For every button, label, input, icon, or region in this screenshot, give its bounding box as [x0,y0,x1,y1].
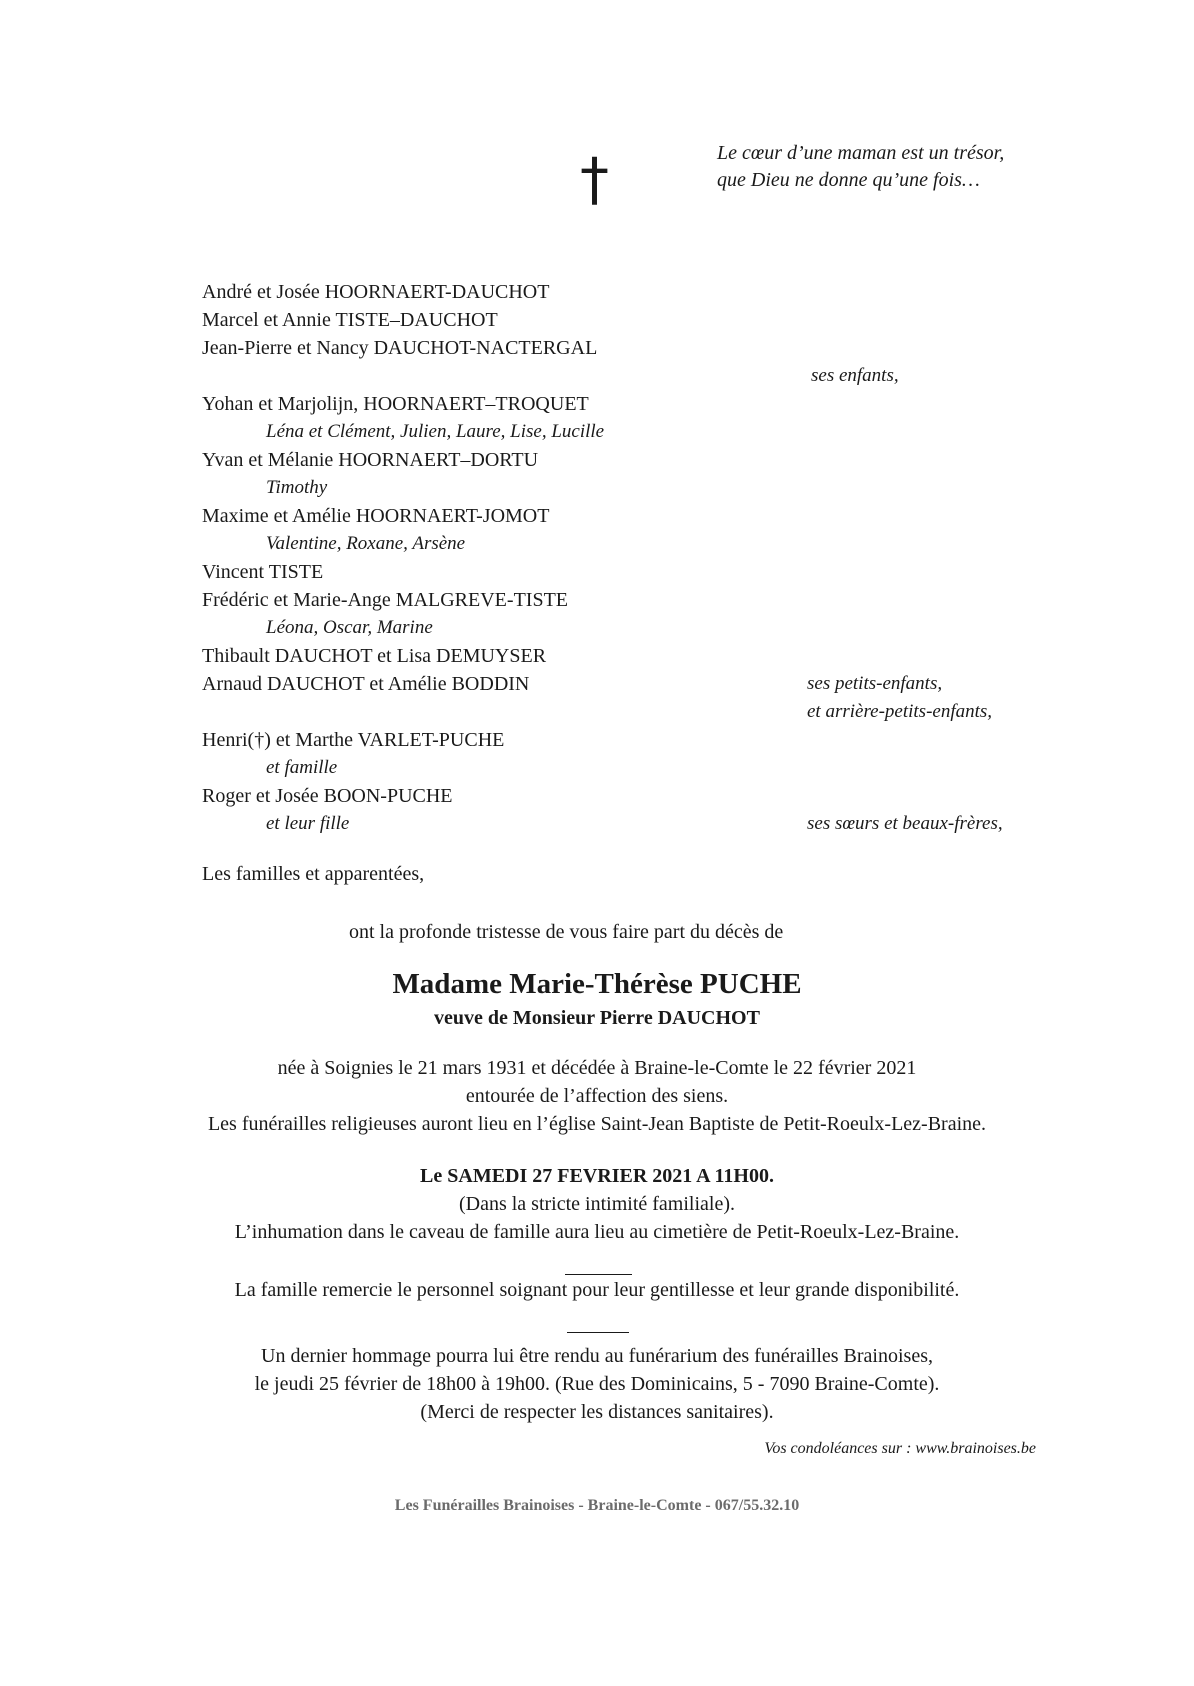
relation-grandchildren: ses petits-enfants, [807,673,943,694]
announcement-intro: ont la profonde tristesse de vous faire part du décès de [349,921,784,943]
family-name: Thibault DAUCHOT et Lisa DEMUYSER [202,645,547,667]
families-line: Les familles et apparentées, [202,863,425,885]
ceremony-date-time: Le SAMEDI 27 FEVRIER 2021 A 11H00. [420,1165,774,1187]
family-name: Vincent TISTE [202,561,324,583]
quote-line: Le cœur d’une maman est un trésor, [717,142,1005,164]
thanks-line: La famille remercie le personnel soignant pour leur gentillesse et leur grande disponibilité. [234,1279,960,1301]
family-name: Frédéric et Marie-Ange MALGREVE-TISTE [202,589,568,611]
family-name: Roger et Josée BOON-PUCHE [202,785,453,807]
surrounded-line: entourée de l’affection des siens. [465,1085,729,1107]
homage-line: (Merci de respecter les distances sanitaires). [420,1401,774,1423]
family-name: Yohan et Marjolijn, HOORNAERT–TROQUET [202,393,589,415]
family-name: André et Josée HOORNAERT-DAUCHOT [202,281,550,303]
quote-line: que Dieu ne donne qu’une fois… [717,169,980,191]
birth-death-line: née à Soignies le 21 mars 1931 et décédée à Braine-le-Comte le 22 février 2021 [277,1057,917,1079]
family-name: Jean-Pierre et Nancy DAUCHOT-NACTERGAL [202,337,598,359]
homage-line: Un dernier hommage pourra lui être rendu au funérarium des funérailles Brainoises, [261,1345,933,1367]
widow-of: veuve de Monsieur Pierre DAUCHOT [434,1007,760,1029]
cross-icon: † [580,145,609,213]
separator-rule [565,1274,632,1275]
family-subnames: Timothy [266,477,328,498]
family-subnames: Léna et Clément, Julien, Laure, Lise, Lucille [266,421,605,442]
privacy-note: (Dans la stricte intimité familiale). [458,1193,735,1215]
family-name: Maxime et Amélie HOORNAERT-JOMOT [202,505,550,527]
family-subnames: et famille [266,757,338,778]
condolences-link[interactable]: Vos condoléances sur : www.brainoises.be [764,1440,1036,1457]
family-name: Arnaud DAUCHOT et Amélie BODDIN [202,673,530,695]
burial-line: L’inhumation dans le caveau de famille aura lieu au cimetière de Petit-Roeulx-Lez-Braine. [234,1221,960,1243]
family-name: Marcel et Annie TISTE–DAUCHOT [202,309,498,331]
separator-rule [567,1332,629,1333]
relation-children: ses enfants, [811,365,899,386]
footer-funeral-home: Les Funérailles Brainoises - Braine-le-Comte - 067/55.32.10 [394,1497,800,1514]
family-subnames: Valentine, Roxane, Arsène [266,533,466,554]
family-subnames: et leur fille [266,813,350,834]
family-name: Yvan et Mélanie HOORNAERT–DORTU [202,449,539,471]
family-name: Henri(†) et Marthe VARLET-PUCHE [202,729,505,751]
family-subnames: Léona, Oscar, Marine [266,617,433,638]
deceased-name: Madame Marie-Thérèse PUCHE [392,968,802,1000]
relation-siblings: ses sœurs et beaux-frères, [807,813,1003,834]
homage-line: le jeudi 25 février de 18h00 à 19h00. (Rue des Dominicains, 5 - 7090 Braine-Comte). [254,1373,940,1395]
relation-great-grandchildren: et arrière-petits-enfants, [807,701,993,722]
epigraph-quote [717,140,1004,194]
funeral-place-line: Les funérailles religieuses auront lieu en l’église Saint-Jean Baptiste de Petit-Roeulx-Lez-Braine. [207,1113,987,1135]
